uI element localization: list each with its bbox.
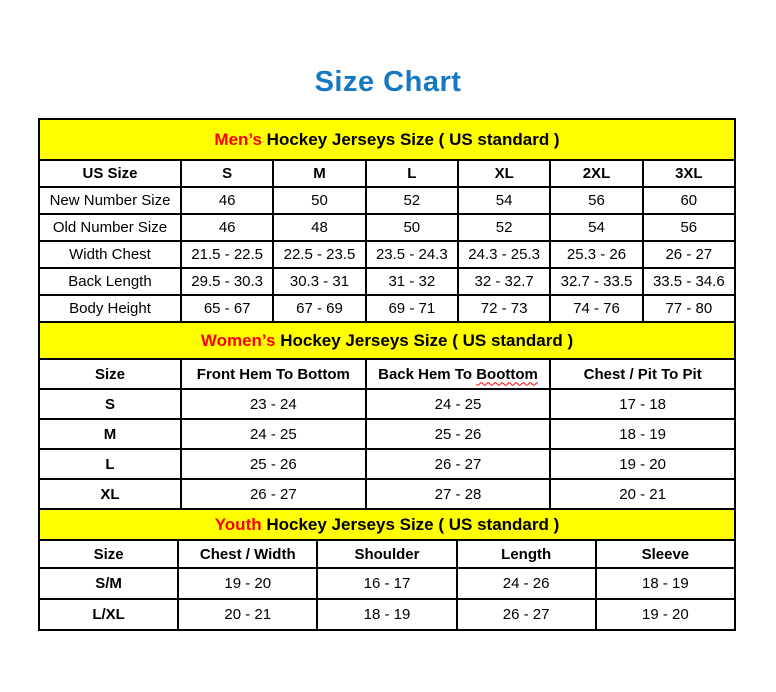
size-value-cell: 26 - 27 <box>181 479 366 509</box>
womens-col-back-hem-text: Back Hem To <box>378 365 473 383</box>
table-row <box>39 479 735 509</box>
size-value-cell: 29.5 - 30.3 <box>181 268 273 295</box>
womens-section-accent: Women’s <box>200 330 276 350</box>
row-label: Old Number Size <box>39 214 181 241</box>
table-row <box>39 268 735 295</box>
size-value-cell: 54 <box>458 187 550 214</box>
size-value-cell: 24 - 25 <box>181 419 366 449</box>
womens-column-header-row <box>39 359 735 389</box>
size-value-cell: 74 - 76 <box>550 295 642 322</box>
row-label: S <box>39 389 181 419</box>
womens-col-back-hem <box>366 359 551 389</box>
row-label: L/XL <box>39 599 178 630</box>
youth-section-accent: Youth <box>214 514 262 534</box>
mens-col-3xl: 3XL <box>643 160 735 187</box>
mens-col-us-size: US Size <box>39 160 181 187</box>
size-value-cell: 22.5 - 23.5 <box>273 241 365 268</box>
size-value-cell: 31 - 32 <box>366 268 458 295</box>
mens-col-2xl: 2XL <box>550 160 642 187</box>
size-value-cell: 46 <box>181 214 273 241</box>
table-row <box>39 214 735 241</box>
youth-col-chest-width: Chest / Width <box>178 540 317 568</box>
size-value-cell: 32 - 32.7 <box>458 268 550 295</box>
size-value-cell: 32.7 - 33.5 <box>550 268 642 295</box>
size-value-cell: 24.3 - 25.3 <box>458 241 550 268</box>
table-row <box>39 187 735 214</box>
mens-section-header <box>39 119 735 160</box>
row-label: Back Length <box>39 268 181 295</box>
size-value-cell: 69 - 71 <box>366 295 458 322</box>
mens-col-l: L <box>366 160 458 187</box>
misspelled-word-squiggle: Boottom <box>476 365 538 383</box>
womens-col-chest: Chest / Pit To Pit <box>550 359 735 389</box>
mens-section-title: Hockey Jerseys Size ( US standard ) <box>261 129 560 149</box>
table-row <box>39 389 735 419</box>
womens-section-title: Hockey Jerseys Size ( US standard ) <box>275 330 574 350</box>
row-label: S/M <box>39 568 178 599</box>
size-value-cell: 65 - 67 <box>181 295 273 322</box>
row-label: M <box>39 419 181 449</box>
youth-size-table <box>38 508 736 631</box>
youth-section-header <box>39 509 735 540</box>
size-value-cell: 52 <box>366 187 458 214</box>
size-value-cell: 26 - 27 <box>366 449 551 479</box>
page-title: Size Chart <box>314 66 462 98</box>
size-value-cell: 18 - 19 <box>317 599 456 630</box>
womens-section-header <box>39 322 735 359</box>
size-value-cell: 27 - 28 <box>366 479 551 509</box>
size-value-cell: 52 <box>458 214 550 241</box>
size-value-cell: 25 - 26 <box>366 419 551 449</box>
womens-section-header-row <box>39 322 735 359</box>
mens-col-s: S <box>181 160 273 187</box>
table-row <box>39 449 735 479</box>
mens-size-table <box>38 118 736 323</box>
mens-column-header-row <box>39 160 735 187</box>
size-value-cell: 54 <box>550 214 642 241</box>
womens-size-table <box>38 321 736 510</box>
size-value-cell: 46 <box>181 187 273 214</box>
youth-section-header-row <box>39 509 735 540</box>
table-row <box>39 419 735 449</box>
youth-section-title: Hockey Jerseys Size ( US standard ) <box>261 514 560 534</box>
size-value-cell: 26 - 27 <box>457 599 596 630</box>
table-row <box>39 568 735 599</box>
size-value-cell: 60 <box>643 187 735 214</box>
size-value-cell: 18 - 19 <box>596 568 735 599</box>
size-value-cell: 19 - 20 <box>178 568 317 599</box>
row-label: New Number Size <box>39 187 181 214</box>
womens-col-front-hem: Front Hem To Bottom <box>181 359 366 389</box>
size-value-cell: 50 <box>366 214 458 241</box>
size-value-cell: 56 <box>550 187 642 214</box>
mens-col-xl: XL <box>458 160 550 187</box>
size-value-cell: 72 - 73 <box>458 295 550 322</box>
womens-col-size: Size <box>39 359 181 389</box>
table-row <box>39 599 735 630</box>
mens-section-accent: Men’s <box>214 129 262 149</box>
size-value-cell: 24 - 25 <box>366 389 551 419</box>
size-value-cell: 50 <box>273 187 365 214</box>
size-value-cell: 33.5 - 34.6 <box>643 268 735 295</box>
size-value-cell: 17 - 18 <box>550 389 735 419</box>
size-value-cell: 19 - 20 <box>596 599 735 630</box>
size-value-cell: 20 - 21 <box>550 479 735 509</box>
size-value-cell: 25 - 26 <box>181 449 366 479</box>
size-value-cell: 48 <box>273 214 365 241</box>
mens-section-header-row <box>39 119 735 160</box>
youth-col-size: Size <box>39 540 178 568</box>
table-row <box>39 241 735 268</box>
size-value-cell: 23 - 24 <box>181 389 366 419</box>
size-value-cell: 18 - 19 <box>550 419 735 449</box>
size-value-cell: 25.3 - 26 <box>550 241 642 268</box>
size-chart <box>38 118 736 631</box>
size-value-cell: 24 - 26 <box>457 568 596 599</box>
size-value-cell: 16 - 17 <box>317 568 456 599</box>
mens-col-m: M <box>273 160 365 187</box>
size-value-cell: 30.3 - 31 <box>273 268 365 295</box>
size-value-cell: 23.5 - 24.3 <box>366 241 458 268</box>
row-label: Width Chest <box>39 241 181 268</box>
youth-column-header-row <box>39 540 735 568</box>
row-label: L <box>39 449 181 479</box>
size-value-cell: 19 - 20 <box>550 449 735 479</box>
size-value-cell: 20 - 21 <box>178 599 317 630</box>
size-value-cell: 56 <box>643 214 735 241</box>
size-value-cell: 21.5 - 22.5 <box>181 241 273 268</box>
table-row <box>39 295 735 322</box>
youth-col-length: Length <box>457 540 596 568</box>
size-value-cell: 26 - 27 <box>643 241 735 268</box>
youth-col-shoulder: Shoulder <box>317 540 456 568</box>
youth-col-sleeve: Sleeve <box>596 540 735 568</box>
row-label: Body Height <box>39 295 181 322</box>
row-label: XL <box>39 479 181 509</box>
size-value-cell: 67 - 69 <box>273 295 365 322</box>
size-value-cell: 77 - 80 <box>643 295 735 322</box>
